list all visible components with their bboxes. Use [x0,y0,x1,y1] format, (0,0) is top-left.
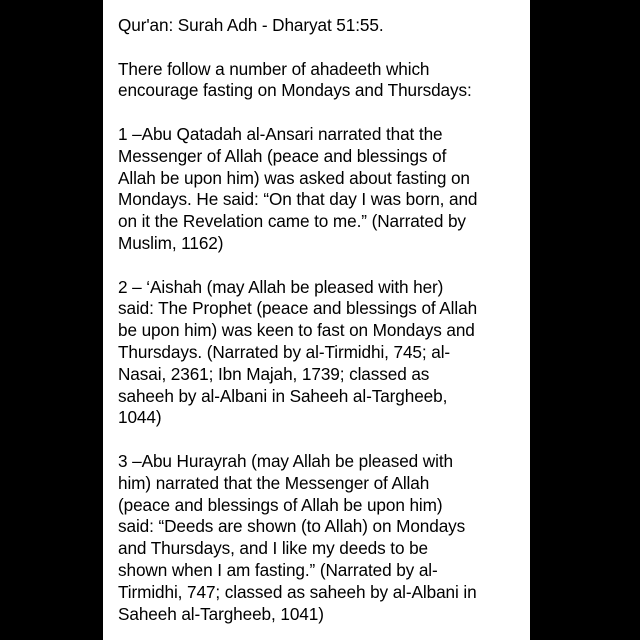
paragraph-quran-reference [118,15,530,37]
text-line: Thursdays. (Narrated by al-Tirmidhi, 745; al- [118,341,451,362]
text-line: 1044) [118,407,162,428]
text-line: 1 –Abu Qatadah al-Ansari narrated that the [118,123,443,144]
text-line: 3 –Abu Hurayrah (may Allah be pleased with [118,450,453,471]
text-line: Qur'an: Surah Adh - Dharyat 51:55. [118,15,384,35]
paragraph-hadith-3 [118,451,530,625]
text-line: There follow a number of ahadeeth which [118,58,430,79]
text-line: Allah be upon him) was asked about fasting on [118,167,470,188]
text-line: Muslim, 1162) [118,232,224,253]
text-line: Tirmidhi, 747; classed as saheeh by al-Albani in [118,581,477,602]
text-line: saheeh by al-Albani in Saheeh al-Targheeb, [118,385,448,406]
paragraph-hadith-2 [118,277,530,430]
paragraph-hadith-1 [118,124,530,255]
text-line: encourage fasting on Mondays and Thursdays: [118,80,472,101]
text-line: Messenger of Allah (peace and blessings of [118,145,447,166]
text-line: 2 – ‘Aishah (may Allah be pleased with her) [118,276,444,297]
text-line: shown when I am fasting.” (Narrated by al- [118,559,438,580]
text-line: (peace and blessings of Allah be upon him) [118,494,443,515]
text-line: Mondays. He said: “On that day I was born, and [118,189,478,210]
document-page [103,0,530,640]
document-text [118,15,530,640]
text-line: be upon him) was keen to fast on Mondays and [118,320,475,341]
text-line: on it the Revelation came to me.” (Narrated by [118,211,466,232]
paragraph-intro [118,59,530,103]
text-line: said: The Prophet (peace and blessings of Allah [118,298,478,319]
text-line: Saheeh al-Targheeb, 1041) [118,603,324,624]
text-line: Nasai, 2361; Ibn Majah, 1739; classed as [118,363,430,384]
text-line: him) narrated that the Messenger of Allah [118,472,430,493]
text-line: said: “Deeds are shown (to Allah) on Mondays [118,516,466,537]
text-line: and Thursdays, and I like my deeds to be [118,538,429,559]
